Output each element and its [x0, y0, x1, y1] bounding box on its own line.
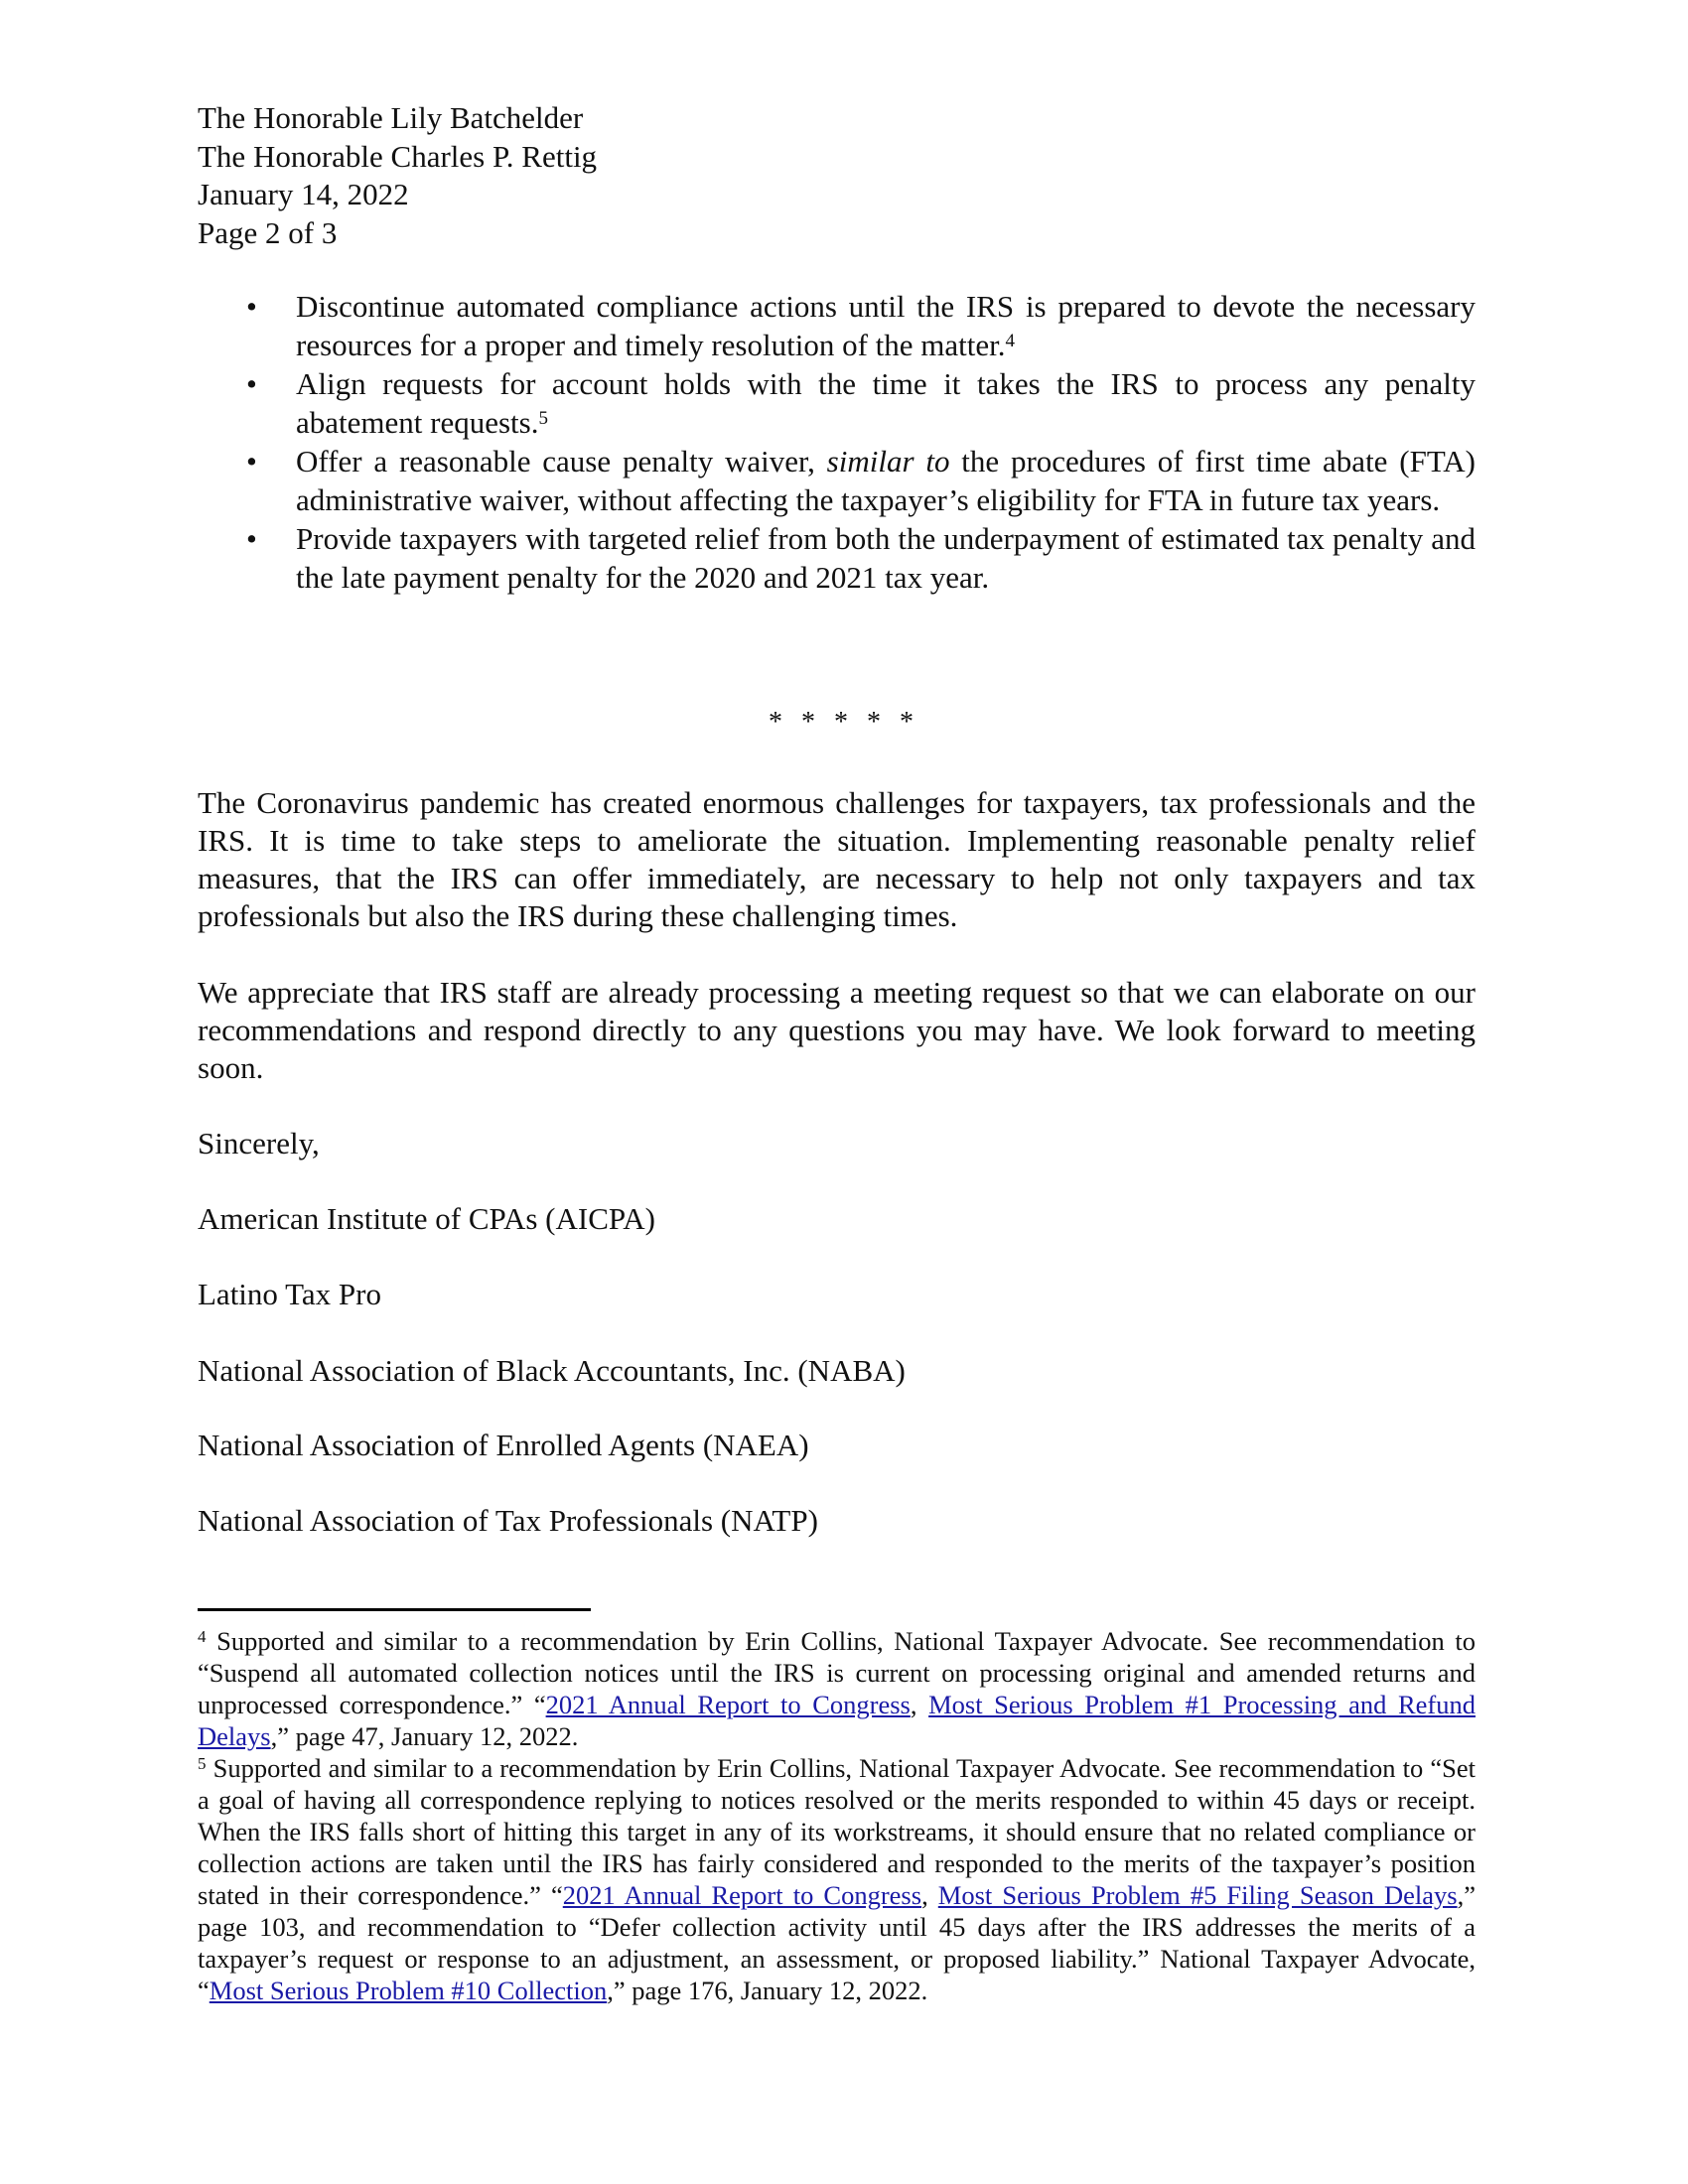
list-item: [198, 365, 1476, 442]
bullet-text: Provide taxpayers with targeted relief from both the underpayment of estimated tax penalty and the late payment penalty for the 2020 and 2021 tax year.: [296, 521, 1476, 595]
paragraph: The Coronavirus pandemic has created enormous challenges for taxpayers, tax professionals and the IRS. It is time to take steps to ameliorate the situation. Implementing reasonable penalty relief measures, that the IRS can offer immediately, are necessary to help not only taxpayers and tax professionals but also the IRS during these challenging times.: [198, 785, 1476, 933]
recommendation-list: [198, 288, 1476, 598]
bullet-text: Discontinue automated compliance actions until the IRS is prepared to devote the necessary resources for a proper and timely resolution of the matter.: [296, 289, 1476, 362]
section-separator: * * * * *: [769, 707, 919, 738]
bullet-icon: •: [246, 444, 257, 478]
footnote-text: ,” page 47, January 12, 2022.: [270, 1721, 579, 1751]
footnote-ref: 5: [538, 407, 548, 429]
footnote-ref: 4: [1005, 330, 1015, 351]
footnote-text: ,” page 176, January 12, 2022.: [607, 1976, 928, 2005]
annual-report-link[interactable]: 2021 Annual Report to Congress: [545, 1690, 911, 1719]
footnote-text: Supported and similar to a recommendation by Erin Collins, National Taxpayer Advocate. See recommendation to “Set a goal of having all correspondence replying to notices resolved or the merits responded to within 45 days or receipt. When the IRS falls short of hitting this target in any of its workstreams, it should ensure that no related compliance or collection actions are taken until the IRS has fairly considered and responded to the merits of the taxpayer’s position stated in their correspondence.” “: [198, 1753, 1476, 1910]
list-item: [198, 288, 1476, 364]
list-item: [198, 443, 1476, 519]
signatory: National Association of Enrolled Agents (NAEA): [198, 1428, 809, 1462]
recipient-2: The Honorable Charles P. Rettig: [198, 138, 598, 174]
page-number: Page 2 of 3: [198, 214, 338, 250]
signatory: National Association of Tax Professionals (NATP): [198, 1503, 818, 1538]
signatory: American Institute of CPAs (AICPA): [198, 1201, 655, 1236]
letter-date: January 14, 2022: [198, 177, 409, 211]
bullet-icon: •: [246, 366, 257, 401]
signatory: National Association of Black Accountants, Inc. (NABA): [198, 1353, 906, 1388]
bullet-icon: •: [246, 289, 257, 324]
letter-header: [198, 99, 1476, 252]
footnote-4: [198, 1625, 1476, 1752]
footnote-text: Supported and similar to a recommendation by Erin Collins, National Taxpayer Advocate. See recommendation to “Suspend all automated collection notices until the IRS is current on processing original and amended returns and unprocessed correspondence.” “: [198, 1626, 1476, 1719]
annual-report-link[interactable]: 2021 Annual Report to Congress: [562, 1880, 922, 1910]
footnote-divider: [198, 1608, 591, 1611]
footnote-text: ,” page 103, and recommendation to “Defer collection activity until 45 days after the IRS addresses the merits of a taxpayer’s request or response to an adjustment, an assessment, or proposed liability.” National Taxpayer Advocate, “: [198, 1880, 1476, 2005]
footnote-text: ,: [921, 1880, 938, 1910]
footnote-5: [198, 1752, 1476, 2006]
bullet-text: the procedures of first time abate (FTA) administrative waiver, without affecting the taxpayer’s eligibility for FTA in future tax years.: [296, 444, 1476, 517]
msp5-link[interactable]: Most Serious Problem #5 Filing Season Delays: [937, 1880, 1458, 1910]
msp10-link[interactable]: Most Serious Problem #10 Collection: [209, 1976, 608, 2005]
msp1-link[interactable]: Most Serious Problem #1 Processing and Refund Delays: [198, 1690, 1476, 1751]
footnote-number: 5: [198, 1754, 207, 1773]
closing: Sincerely,: [198, 1126, 320, 1160]
emphasis: similar to: [826, 444, 950, 478]
footnote-text: ,: [910, 1690, 929, 1719]
bullet-text: Align requests for account holds with the time it takes the IRS to process any penalty abatement requests.: [296, 366, 1476, 440]
list-item: [198, 520, 1476, 597]
bullet-icon: •: [246, 521, 257, 556]
paragraph: We appreciate that IRS staff are already processing a meeting request so that we can elaborate on our recommendations and respond directly to any questions you may have. We look forward to meeting soon.: [198, 975, 1476, 1085]
recipient-1: The Honorable Lily Batchelder: [198, 100, 584, 135]
bullet-text: Offer a reasonable cause penalty waiver,: [296, 444, 827, 478]
footnote-number: 4: [198, 1627, 207, 1646]
signatory: Latino Tax Pro: [198, 1277, 381, 1311]
